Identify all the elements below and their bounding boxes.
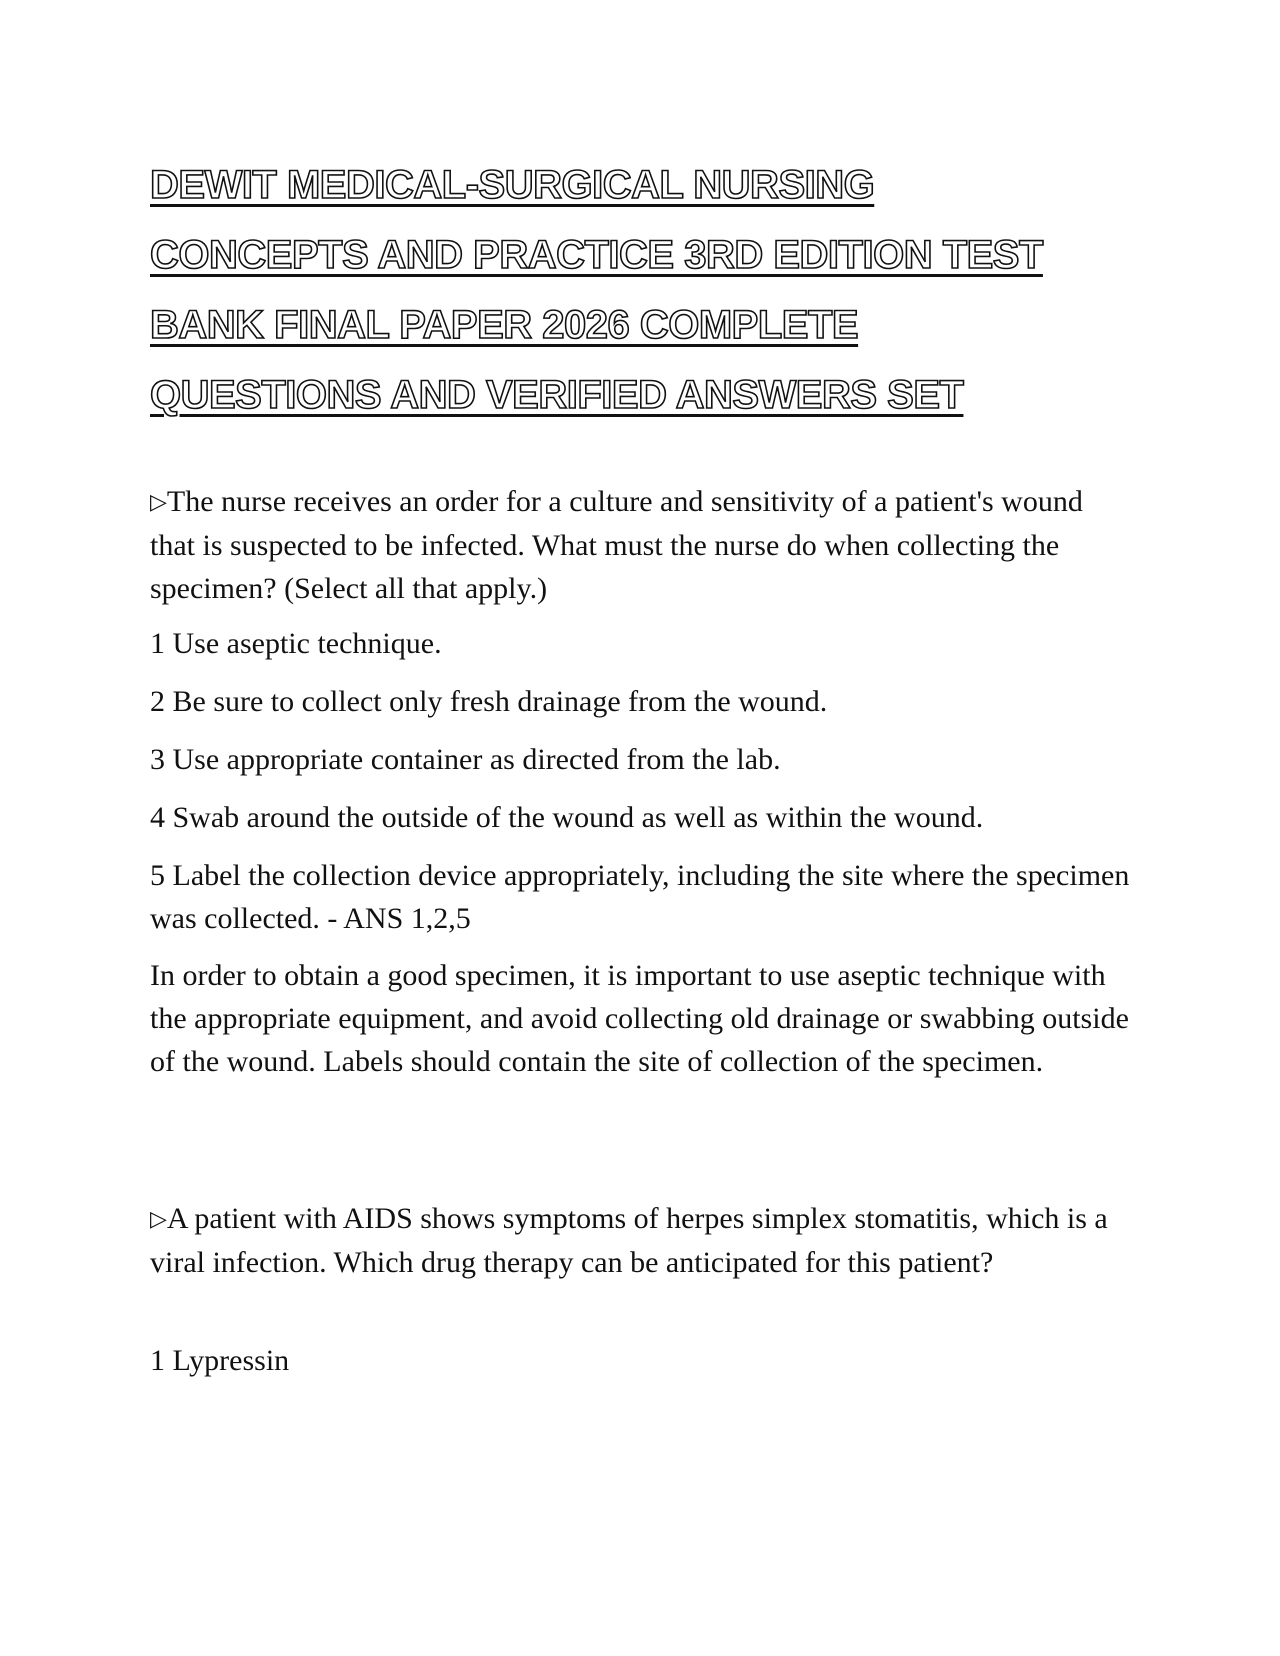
option: 1 Lypressin [150,1344,290,1377]
option: 4 Swab around the outside of the wound as well as within the wound. [150,801,984,834]
triangle-bullet-icon: ▷ [150,1207,167,1232]
title-line: DEWIT MEDICAL-SURGICAL NURSING [150,163,875,207]
option: 1 Use aseptic technique. [150,627,442,660]
question-text: A patient with AIDS shows symptoms of herpes simplex stomatitis, which is a viral infection. Which drug therapy can be anticipated for this patient? [150,1202,1108,1279]
question-1 [150,480,1130,610]
title-line: QUESTIONS AND VERIFIED ANSWERS SET [150,373,964,417]
title-line: BANK FINAL PAPER 2026 COMPLETE [150,303,859,347]
rationale: In order to obtain a good specimen, it is important to use aseptic technique with the appropriate equipment, and avoid collecting old drainage or swabbing outside of the wound. Labels should contain the site of collection of the specimen. [150,959,1129,1078]
option: 3 Use appropriate container as directed from the lab. [150,743,781,776]
document-title [150,150,1150,430]
option: 2 Be sure to collect only fresh drainage from the wound. [150,685,828,718]
title-line: CONCEPTS AND PRACTICE 3RD EDITION TEST [150,233,1043,277]
question-2 [150,1197,1130,1284]
question-text: The nurse receives an order for a culture and sensitivity of a patient's wound that is suspected to be infected. What must the nurse do when collecting the specimen? (Select all that apply.) [150,485,1083,605]
triangle-bullet-icon: ▷ [150,490,167,515]
option-with-answer: 5 Label the collection device appropriately, including the site where the specimen was collected. - ANS 1,2,5 [150,859,1130,935]
